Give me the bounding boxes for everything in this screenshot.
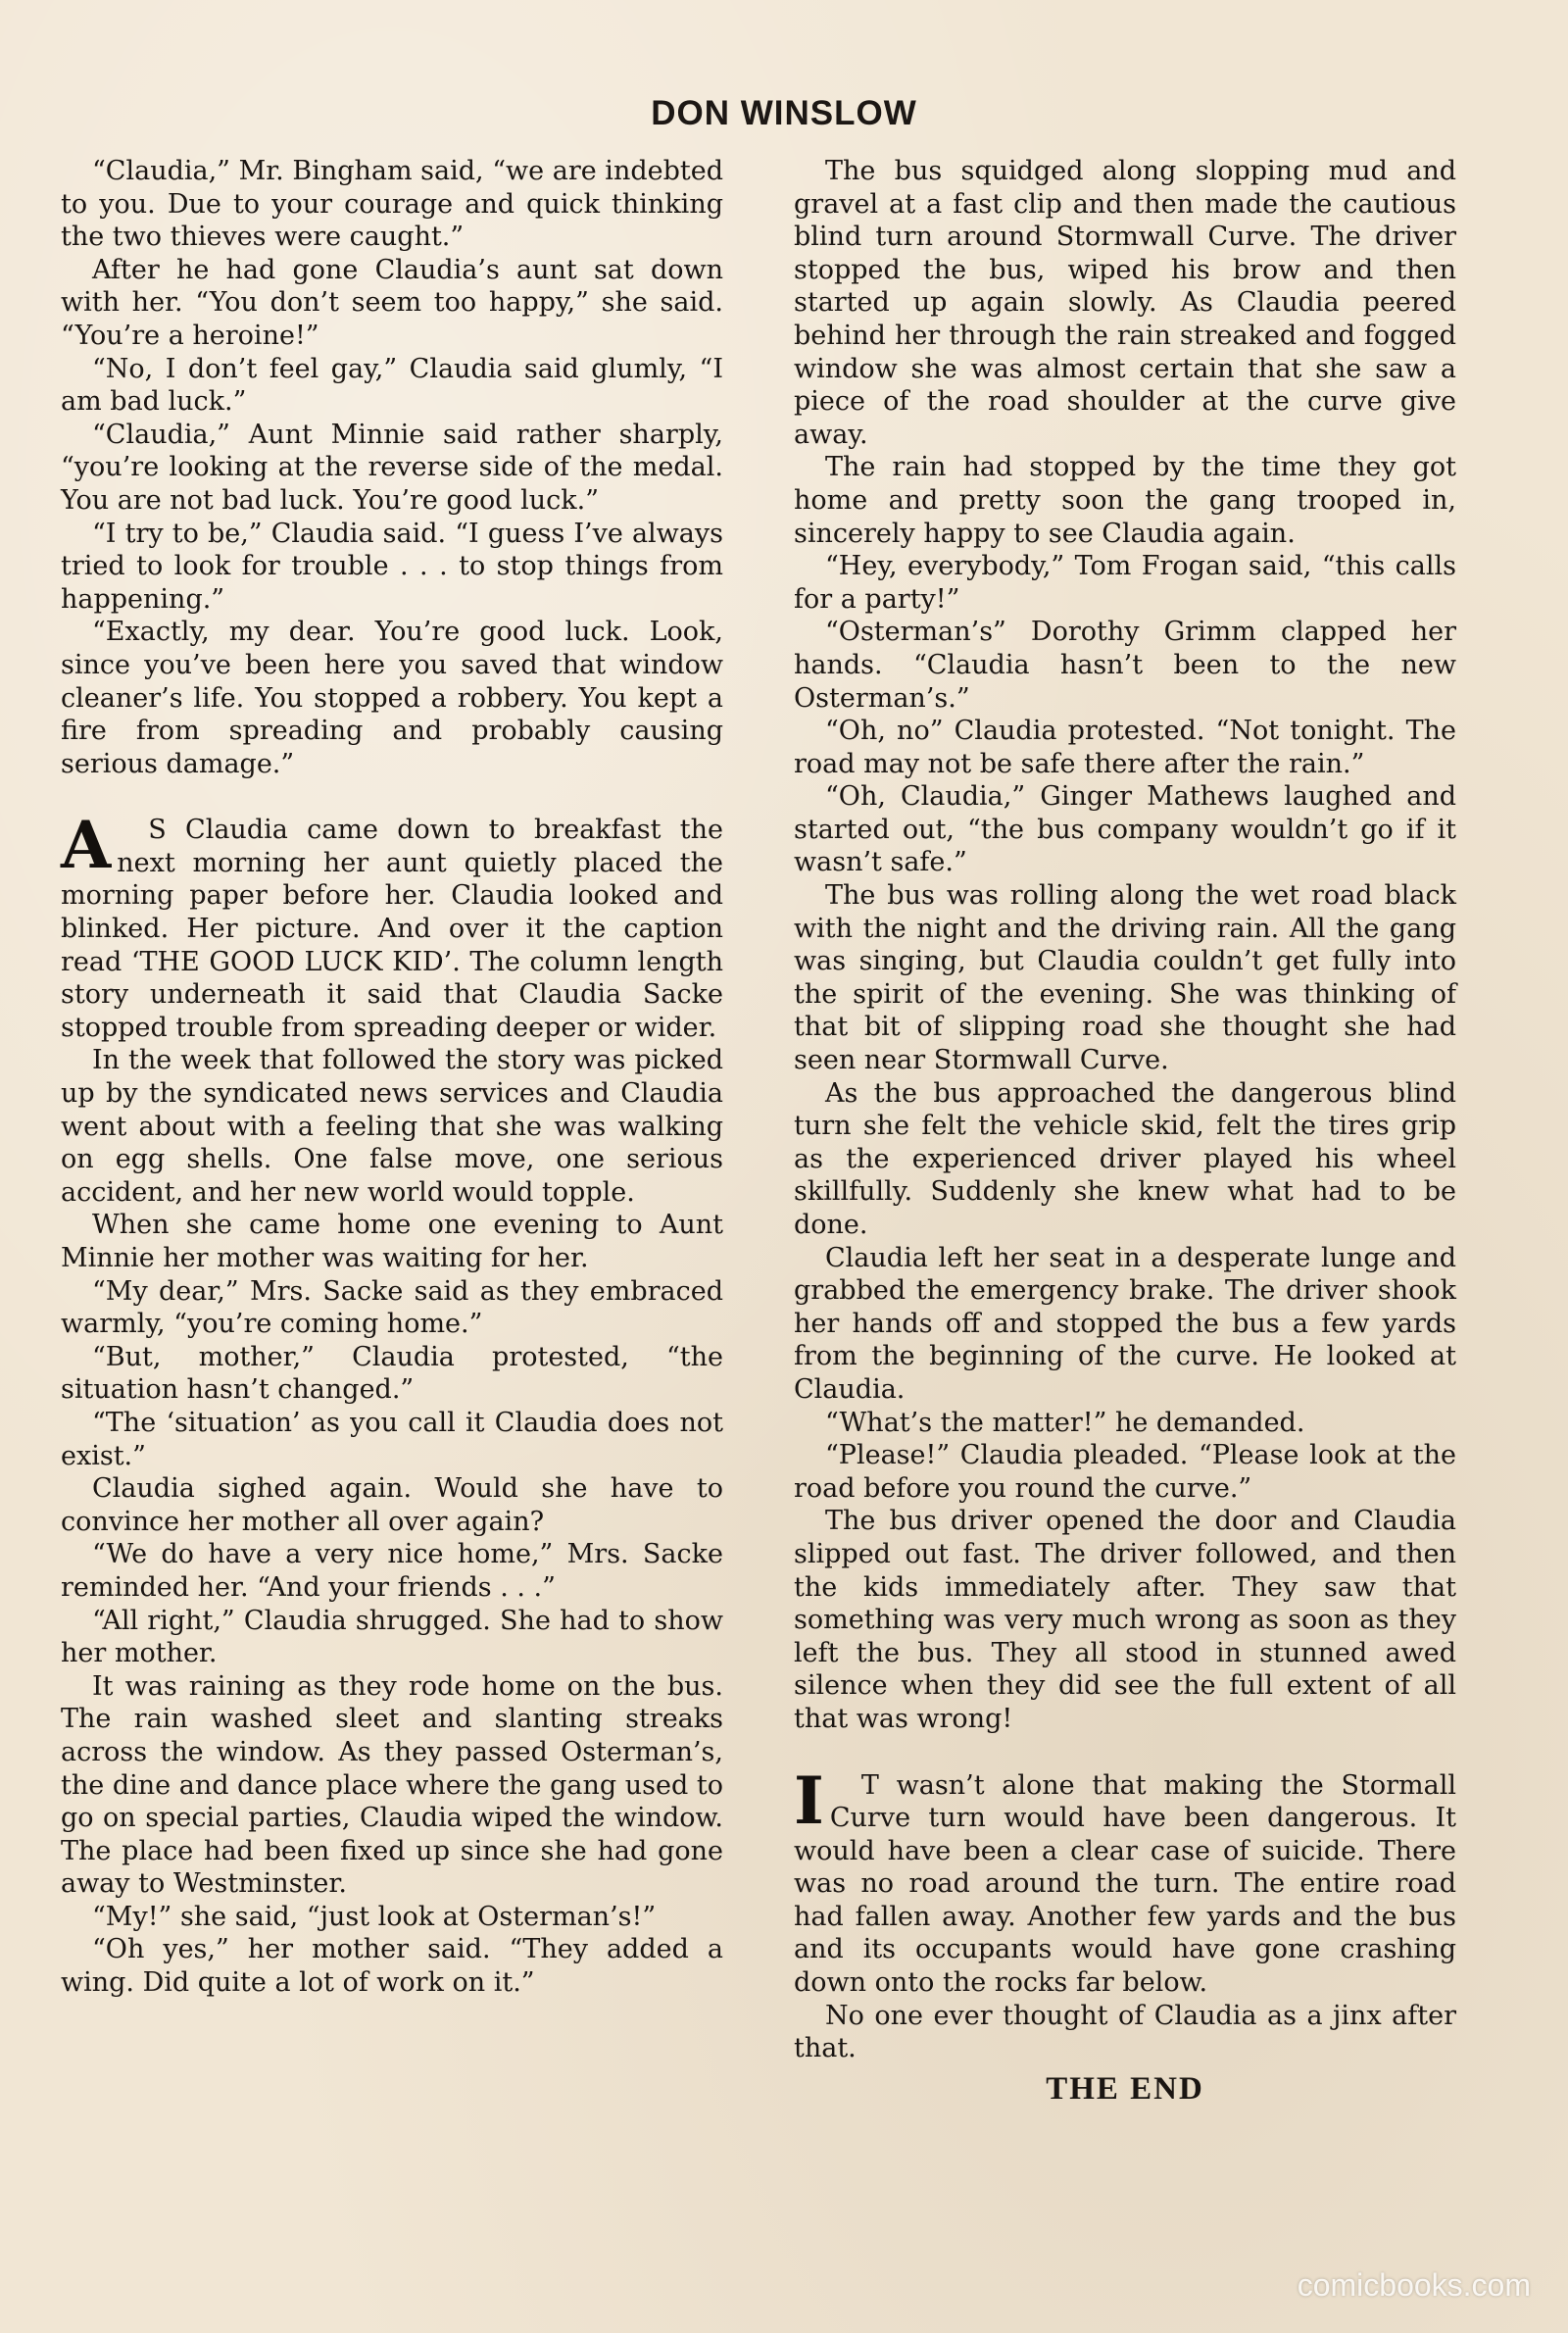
paragraph: The bus squidged along slopping mud and gravel at a fast clip and then made the cautious blind turn around Stormwall Curve. The driver stopped the bus, wiped his brow and then started up again slowly. As Claudia peered behind her through the rain streaked and fogged window she was almost certain that she saw a piece of the road shoulder at the curve give away. <box>794 156 1456 450</box>
paragraph-dropcap <box>794 1762 1456 2000</box>
paragraph: The bus was rolling along the wet road black with the night and the driving rain. All the gang was singing, but Claudia couldn’t get fully into the spirit of the evening. She was thinking of that bit of slipping road she thought she had seen near Stormwall Curve. <box>794 880 1456 1076</box>
paragraph: “Claudia,” Aunt Minnie said rather sharply, “you’re looking at the reverse side of the medal. You are not bad luck. You’re good luck.” <box>61 419 723 516</box>
dropcap: A <box>61 807 112 884</box>
paragraph: “Oh yes,” her mother said. “They added a wing. Did quite a lot of work on it.” <box>61 1934 723 1999</box>
paragraph-text: T wasn’t alone that making the Stormall Curve turn would have been dangerous. It would have been a clear case of suicide. There was no road around the turn. The entire road had fallen away. Another few yards and the bus and its occupants would have gone crashing down onto the rocks far below. <box>794 1769 1456 1999</box>
paragraph: After he had gone Claudia’s aunt sat down with her. “You don’t seem too happy,” she said. “You’re a heroine!” <box>61 254 723 351</box>
the-end-label: THE END <box>1046 2070 1204 2107</box>
paragraph: “What’s the matter!” he demanded. <box>825 1407 1305 1438</box>
page-title: DON WINSLOW <box>651 94 917 132</box>
paragraph: “I try to be,” Claudia said. “I guess I’ve always tried to look for trouble . . . to stop things from happening.” <box>61 518 723 615</box>
paragraph: “My!” she said, “just look at Osterman’s!” <box>92 1901 657 1932</box>
watermark: comicbooks.com <box>1297 2267 1531 2303</box>
paragraph: The rain had stopped by the time they got home and pretty soon the gang trooped in, sincerely happy to see Claudia again. <box>794 452 1456 549</box>
paragraph-dropcap <box>61 807 723 1044</box>
paragraph: “No, I don’t feel gay,” Claudia said glumly, “I am bad luck.” <box>61 353 723 418</box>
paragraph: “Oh, no” Claudia protested. “Not tonight. The road may not be safe there after the rain.” <box>794 716 1456 779</box>
paragraph: “Claudia,” Mr. Bingham said, “we are indebted to you. Due to your courage and quick thinking the two thieves were caught.” <box>61 156 723 253</box>
paragraph: “Hey, everybody,” Tom Frogan said, “this calls for a party!” <box>794 551 1456 615</box>
paragraph: As the bus approached the dangerous blind turn she felt the vehicle skid, felt the tires grip as the experienced driver played his wheel skillfully. Suddenly she knew what had to be done. <box>794 1077 1456 1240</box>
paragraph: “Osterman’s” Dorothy Grimm clapped her hands. “Claudia hasn’t been to the new Osterman’s.” <box>794 617 1456 714</box>
paragraph: “Oh, Claudia,” Ginger Mathews laughed and started out, “the bus company wouldn’t go if it wasn’t safe.” <box>794 781 1456 878</box>
paragraph: “All right,” Claudia shrugged. She had to show her mother. <box>61 1605 723 1669</box>
paragraph: “The ‘situation’ as you call it Claudia does not exist.” <box>61 1407 723 1471</box>
paragraph-text: S Claudia came down to breakfast the next morning her aunt quietly placed the morning paper before her. Claudia looked and blinked. Her picture. And over it the caption read ‘THE GOOD LUCK KID’. The column length story underneath it said that Claudia Sacke stopped trouble from spreading deeper or wider. <box>61 815 723 1043</box>
dropcap: I <box>794 1762 824 1839</box>
paragraph: Claudia sighed again. Would she have to convince her mother all over again? <box>61 1473 723 1537</box>
paragraph: “We do have a very nice home,” Mrs. Sacke reminded her. “And your friends . . .” <box>61 1539 723 1603</box>
paragraph: “Please!” Claudia pleaded. “Please look at the road before you round the curve.” <box>794 1440 1456 1504</box>
left-column <box>61 155 723 2000</box>
paragraph: “My dear,” Mrs. Sacke said as they embraced warmly, “you’re coming home.” <box>61 1275 723 1340</box>
paragraph: “But, mother,” Claudia protested, “the situation hasn’t changed.” <box>61 1341 723 1406</box>
right-column <box>794 155 1456 2106</box>
paragraph: When she came home one evening to Aunt Minnie her mother was waiting for her. <box>61 1210 723 1273</box>
paragraph: Claudia left her seat in a desperate lunge and grabbed the emergency brake. The driver shook her hands off and stopped the bus a few yards from the beginning of the curve. He looked at Claudia. <box>794 1242 1456 1405</box>
paragraph: The bus driver opened the door and Claudia slipped out fast. The driver followed, and then the kids immediately after. They saw that something was very much wrong as soon as they left the bus. They all stood in stunned awed silence when they did see the full extent of all that was wrong! <box>794 1506 1456 1734</box>
paragraph: In the week that followed the story was picked up by the syndicated news services and Claudia went about with a feeling that she was walking on egg shells. One false move, one serious accident, and her new world would topple. <box>61 1045 723 1208</box>
paragraph: It was raining as they rode home on the bus. The rain washed sleet and slanting streaks across the window. As they passed Osterman’s, the dine and dance place where the gang used to go on special parties, Claudia wiped the window. The place had been fixed up since she had gone away to Westminster. <box>61 1670 723 1900</box>
paragraph: No one ever thought of Claudia as a jinx after that. <box>794 2000 1456 2064</box>
paragraph: “Exactly, my dear. You’re good luck. Look, since you’ve been here you saved that window cleaner’s life. You stopped a robbery. You kept a fire from spreading and probably causing serious damage.” <box>61 617 723 779</box>
